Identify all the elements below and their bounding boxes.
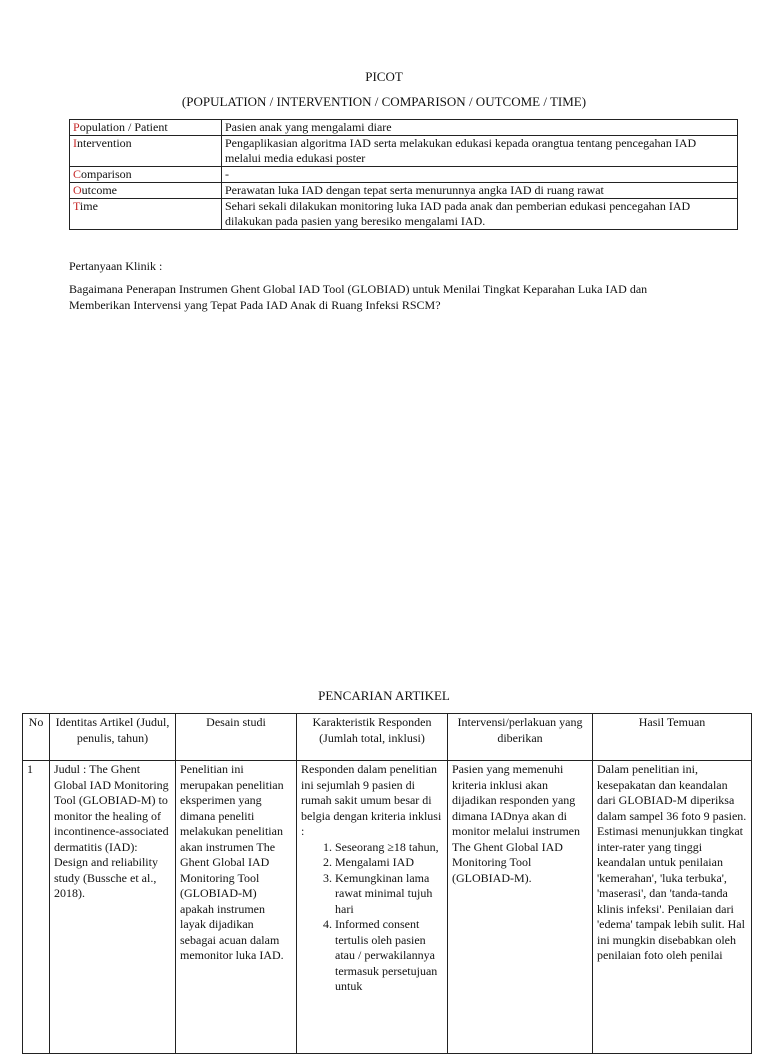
header-identity: Identitas Artikel (Judul, penulis, tahun)	[50, 714, 176, 761]
picot-key	[70, 120, 222, 136]
picot-value: Perawatan luka IAD dengan tepat serta menurunnya angka IAD di ruang rawat	[222, 183, 738, 199]
picot-key	[70, 183, 222, 199]
picot-key-rest: omparison	[81, 167, 132, 181]
list-item: 2. Mengalami IAD	[335, 855, 443, 871]
picot-key	[70, 136, 222, 167]
picot-key	[70, 167, 222, 183]
picot-row-comparison	[70, 167, 738, 183]
picot-subtitle: (POPULATION / INTERVENTION / COMPARISON / OUTCOME / TIME)	[181, 94, 587, 109]
list-item: 1. Seseorang ≥18 tahun,	[335, 840, 443, 856]
cell-design: Penelitian ini merupakan penelitian eksperimen yang dimana peneliti melakukan penelitian akan instrumen The Ghent Global IAD Monitoring Tool (GLOBIAD-M) apakah instrumen layak dijadikan sebagai acuan dalam memonitor luka IAD.	[176, 761, 297, 1054]
list-item: 4. Informed consent tertulis oleh pasien atau / perwakilannya termasuk persetujuan untuk	[335, 917, 443, 995]
picot-key-rest: ntervention	[77, 136, 132, 150]
picot-row-population	[70, 120, 738, 136]
picot-key-rest: ime	[79, 199, 98, 213]
header-no: No	[23, 714, 50, 761]
clinical-question-text: Bagaimana Penerapan Instrumen Ghent Global IAD Tool (GLOBIAD) untuk Menilai Tingkat Keparahan Luka IAD dan Memberikan Intervensi yang Tepat Pada IAD Anak di Ruang Infeksi RSCM?	[69, 282, 648, 312]
clinical-question-label: Pertanyaan Klinik :	[69, 259, 163, 273]
picot-row-time	[70, 199, 738, 230]
picot-value: Pasien anak yang mengalami diare	[222, 120, 738, 136]
picot-value: -	[222, 167, 738, 183]
table-row	[23, 761, 752, 1054]
header-design: Desain studi	[176, 714, 297, 761]
cell-respondents	[297, 761, 448, 1054]
cell-identity: Judul : The Ghent Global IAD Monitoring Tool (GLOBIAD-M) to monitor the healing of incontinence-associated dermatitis (IAD): Design and reliability study (Bussche et al., 2018).	[50, 761, 176, 1054]
cell-intervention: Pasien yang memenuhi kriteria inklusi akan dijadikan responden yang dimana IADnya akan di monitor melalui instrumen The Ghent Global IAD Monitoring Tool (GLOBIAD-M).	[448, 761, 593, 1054]
header-intervention: Intervensi/perlakuan yang diberikan	[448, 714, 593, 761]
picot-key-initial: C	[73, 167, 82, 181]
picot-key-initial: I	[73, 136, 77, 150]
cell-no: 1	[23, 761, 50, 1054]
picot-key	[70, 199, 222, 230]
respondents-intro: Responden dalam penelitian ini sejumlah 9 pasien di rumah sakit umum besar di belgia dengan kriteria inklusi :	[301, 762, 442, 838]
article-search-table	[22, 713, 752, 1054]
picot-key-initial: P	[73, 120, 80, 134]
picot-key-initial: T	[73, 199, 80, 213]
picot-table	[69, 119, 738, 230]
picot-value: Sehari sekali dilakukan monitoring luka IAD pada anak dan pemberian edukasi pencegahan IAD dilakukan pada pasien yang beresiko mengalami IAD.	[222, 199, 738, 230]
search-title: PENCARIAN ARTIKEL	[318, 688, 450, 703]
picot-row-intervention	[70, 136, 738, 167]
picot-value: Pengaplikasian algoritma IAD serta melakukan edukasi kepada orangtua tentang pencegahan IAD melalui media edukasi poster	[222, 136, 738, 167]
table-header-row	[23, 714, 752, 761]
cell-result: Dalam penelitian ini, kesepakatan dan keandalan dari GLOBIAD-M diperiksa dalam sampel 36 foto 9 pasien. Estimasi menunjukkan tingkat inter-rater yang tinggi keandalan untuk penilaian 'kemerahan', 'luka terbuka', 'maserasi', dan 'tanda-tanda klinis infeksi'. Penilaian dari 'edema' tampak lebih sulit. Hal ini mungkin disebabkan oleh penilaian foto oleh penilai	[593, 761, 752, 1054]
header-respondents: Karakteristik Responden (Jumlah total, inklusi)	[297, 714, 448, 761]
picot-title: PICOT	[365, 69, 403, 84]
picot-key-initial: O	[73, 183, 82, 197]
list-item: 3. Kemungkinan lama rawat minimal tujuh hari	[335, 871, 443, 918]
inclusion-criteria-list	[301, 840, 443, 995]
picot-row-outcome	[70, 183, 738, 199]
header-result: Hasil Temuan	[593, 714, 752, 761]
picot-key-rest: opulation / Patient	[79, 120, 168, 134]
picot-key-rest: utcome	[81, 183, 117, 197]
